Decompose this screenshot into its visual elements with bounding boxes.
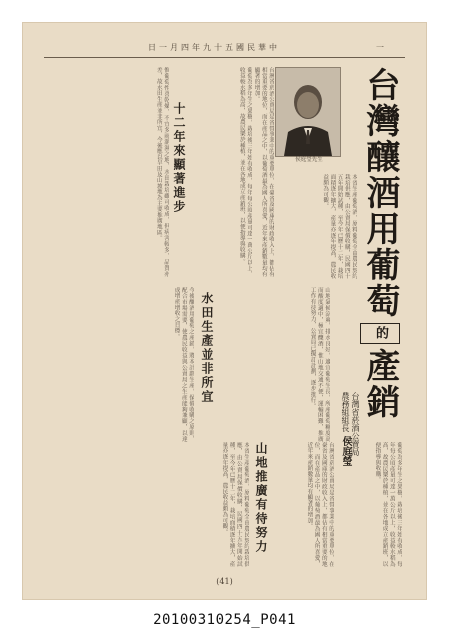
- title-end: 產銷: [360, 348, 400, 420]
- section-heading: 山地推廣有待努力: [254, 442, 268, 554]
- author-block: [340, 392, 360, 466]
- text-column: 葡萄為多年生之果樹，栽培後三年始有收成，每年每公頃產量可達一萬公斤以上，收益較水稻為高，故農民樂於種植，並在各地成立產銷班，以便指導與收購。: [238, 67, 252, 277]
- author-photo: [275, 67, 341, 157]
- author-role: 農務組組長: [341, 392, 350, 432]
- text-column: 葡萄為多年生之果樹，栽培後三年始有收成，每年每公頃產量可達一萬公斤以上，收益較水稻為高，故農民樂於種植，並在各地成立產銷班，以便指導與收購。: [374, 442, 402, 567]
- text-column: 台灣省菸酒公賣局是省營事業中的重要單位，在臺省及國庫的財政收入上，都佔有相當重要的地位，而在產品之中，以葡萄酒最為國人所喜愛，近年來產銷數量均有顯著的增加。: [306, 442, 334, 567]
- section-heading: 十二年來顯著進步: [172, 102, 186, 214]
- title-of: 的: [360, 323, 400, 344]
- text-column: 台灣省菸酒公賣局是省營事業中的重要單位，在臺省及國庫的財政收入上，都佔有相當重要的地位，而在產品之中，以葡萄酒最為國人所喜愛，近年來產銷數量均有顯著的增加。: [254, 67, 274, 277]
- page-header: [22, 40, 427, 54]
- text-column: 本省生產葡萄酒，原料葡萄全由農民契約栽培供應，由公賣局保價收購，民國四十五年開始試種，至今年已歷十二年，栽培面積逐年擴大，產量亦逐年提高，農民收益頗為可觀。: [221, 442, 249, 567]
- text-column: 山地氣候涼爽，排水良好，適宜葡萄生長，所產葡萄糖度高而酸度適中，極宜釀酒，惟山地交通不便，運輸困難，推廣工作有待努力，公賣局已擬訂計劃，逐步推行。: [309, 287, 330, 442]
- author-name: 侯庭瑩: [340, 436, 351, 466]
- portrait-image: [276, 68, 340, 156]
- text-column: 惟葡萄性喜乾燥，不宜多雨潮濕之地，水田栽培雖可收成，但病害較多，品質亦差，故水田生產並非所宜，今後應以旱田及山坡地為主要推廣地區。: [155, 67, 169, 277]
- section-heading: 水田生產並非所宜: [200, 292, 214, 404]
- magazine-page: [22, 22, 427, 600]
- text-column: 本省生產葡萄酒，原料葡萄全由農民契約栽培供應，由公賣局保價收購，民國四十五年開始試種，至今年已歷十二年，栽培面積逐年擴大，產量亦逐年提高，農民收益頗為可觀。: [322, 174, 357, 279]
- header-date: 日一月四年九十五國民華中: [148, 42, 280, 52]
- author-role-line: [340, 392, 350, 466]
- scan-label: 20100310254_P041: [153, 612, 296, 628]
- title-main: 台灣釀酒用葡萄: [360, 67, 400, 319]
- text-column: 今後釀酒用葡萄之產銷，將本計劃生產，保價收購之原則，配合市場需要，使農民收益與公賣局之生產能夠兼顧，以達成增產增收之目標。: [173, 287, 194, 442]
- header-corner: 一: [376, 42, 387, 52]
- page-number: (41): [216, 577, 233, 586]
- article-title: [360, 67, 400, 420]
- author-org: 台灣省菸酒公賣局: [351, 392, 360, 456]
- header-rule: [44, 57, 405, 58]
- photo-caption: 侯庭瑩先生: [295, 157, 323, 163]
